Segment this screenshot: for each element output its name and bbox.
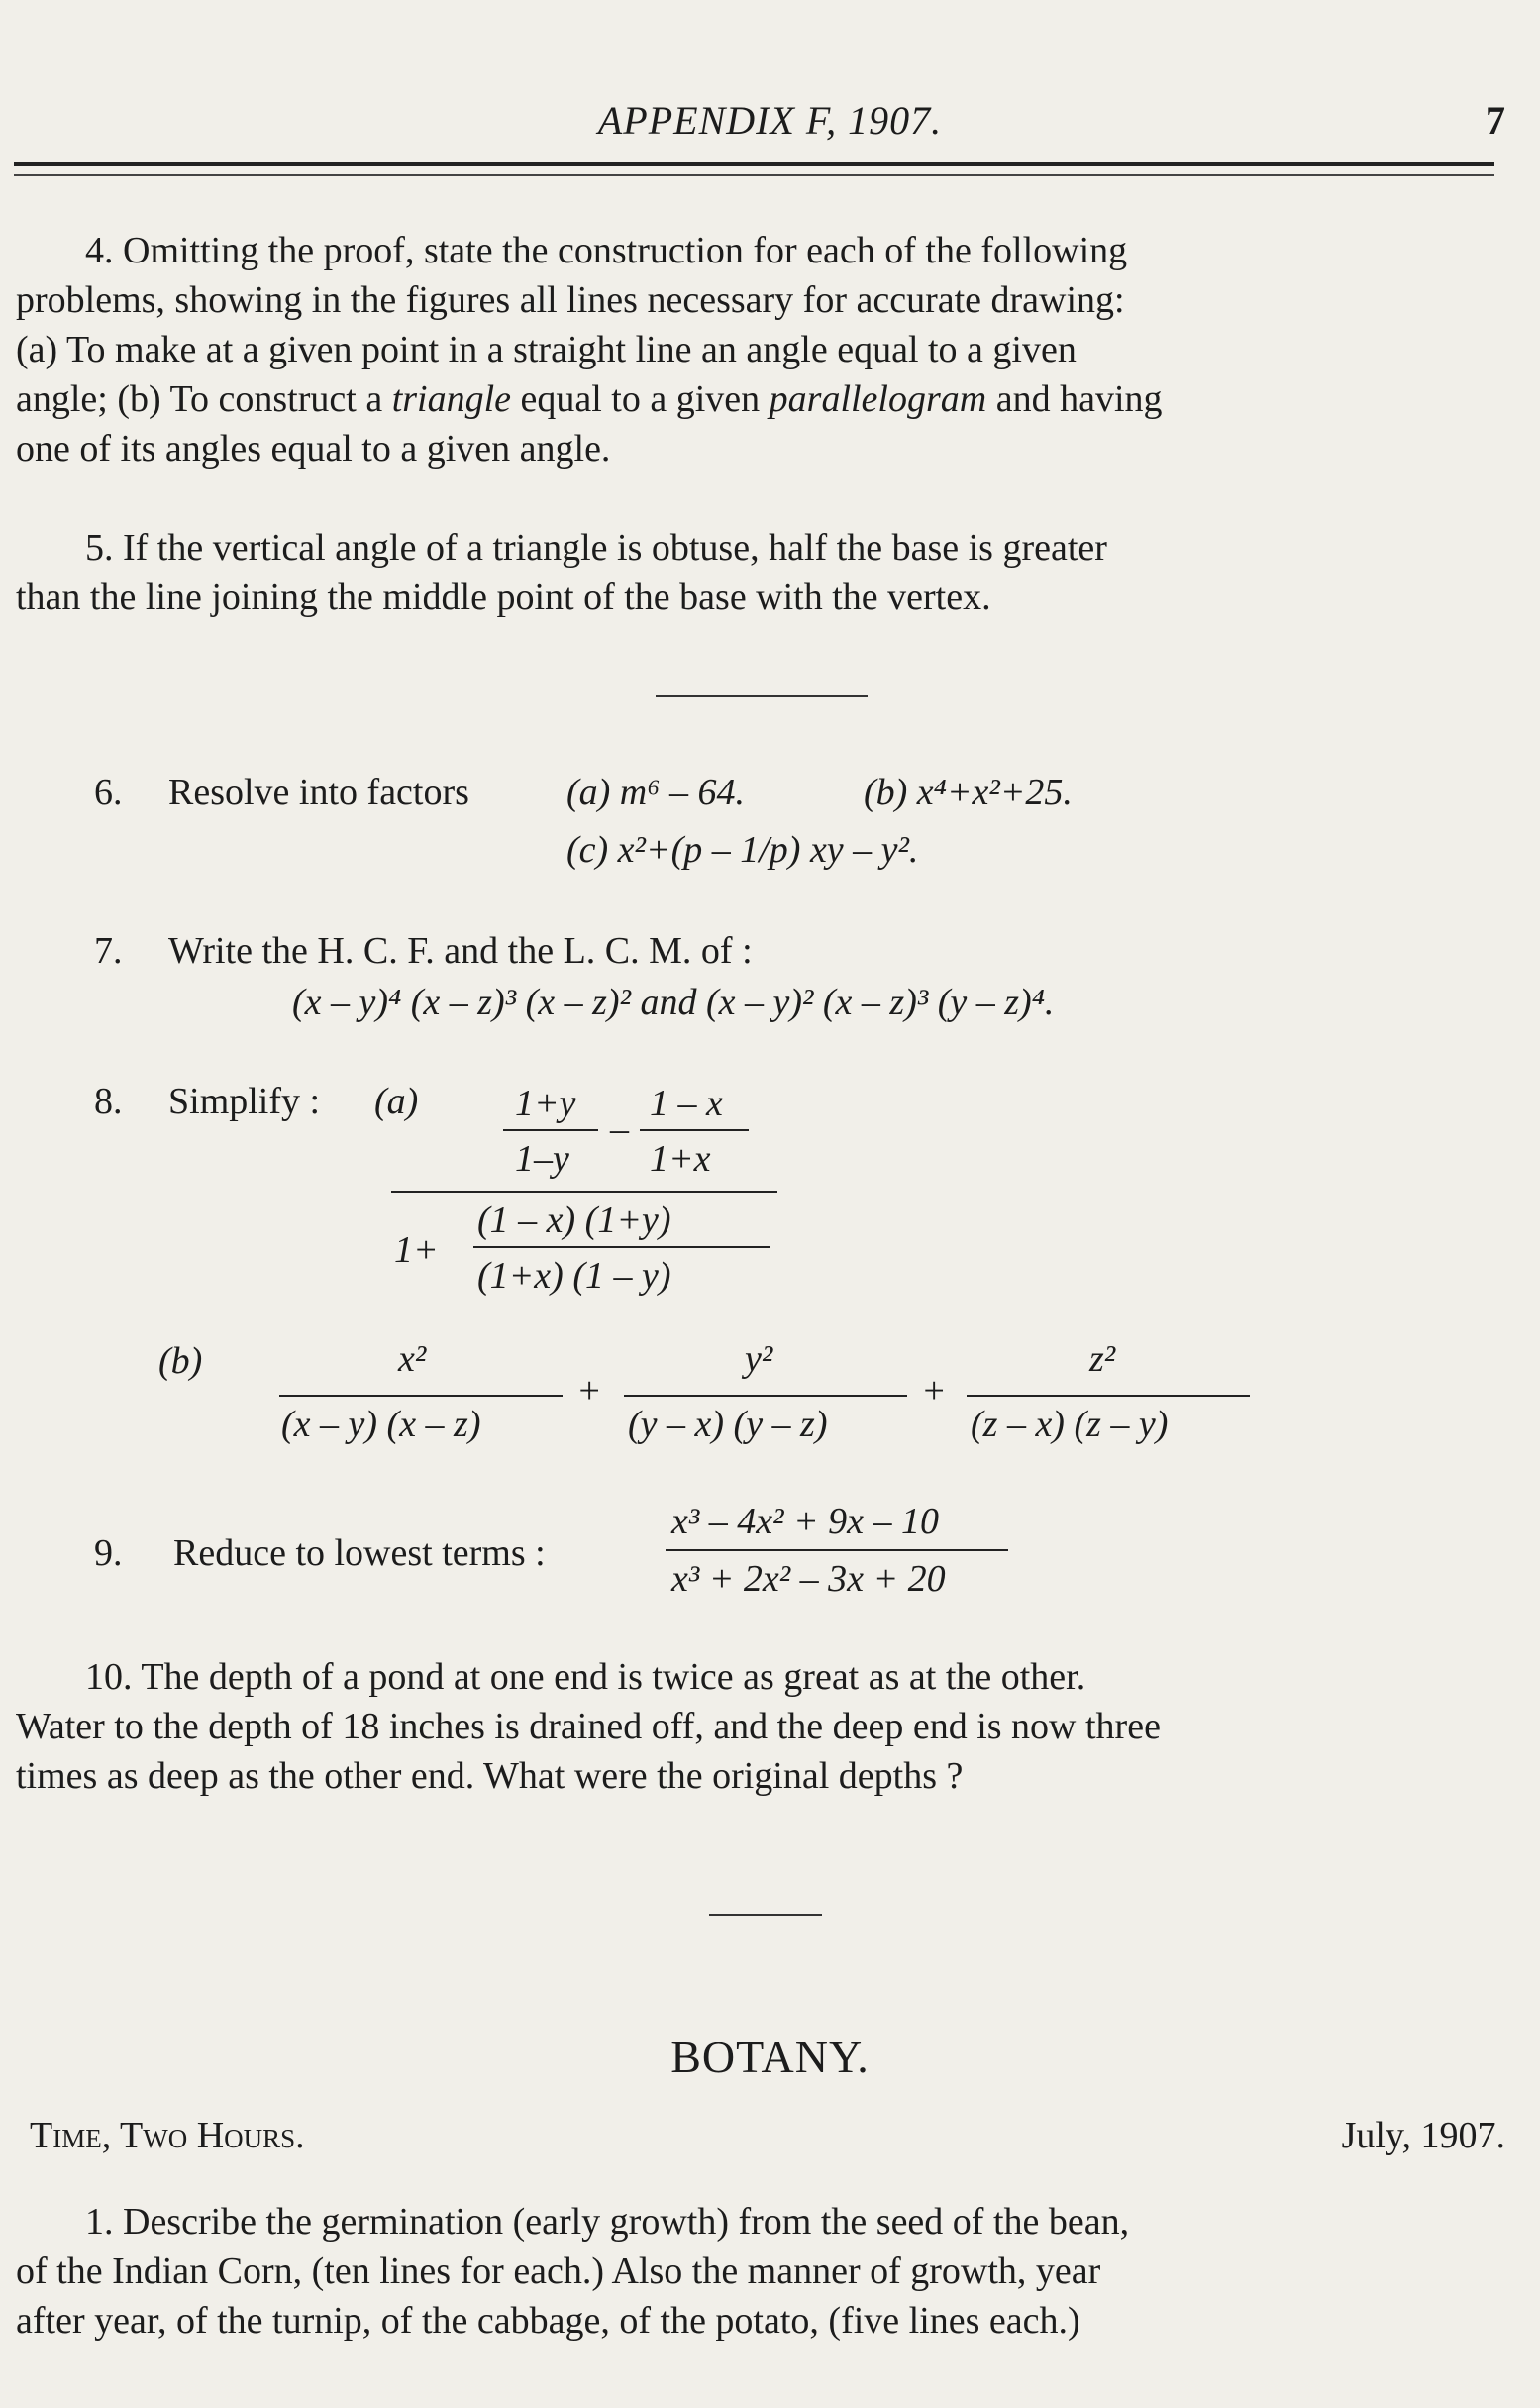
q8-a-left-fracline (503, 1129, 598, 1131)
q4-line-4 (16, 374, 1501, 424)
q8-b-term3-fracline (967, 1395, 1250, 1397)
q8-b-term2-den: (y – x) (y – z) (628, 1404, 828, 1445)
q9-number: 9. (94, 1532, 123, 1574)
q4-line-3: (a) To make at a given point in a straight line an angle equal to a given (16, 329, 1077, 370)
q10-line-1-text: The depth of a pond at one end is twice as great as at the other. (141, 1656, 1086, 1698)
q4-line-4-a: angle; (b) To construct a (16, 378, 392, 420)
q8-a-den-num: (1 – x) (1+y) (477, 1200, 671, 1241)
header-rule-thin (14, 174, 1494, 176)
q8-a-right-den: 1+x (650, 1138, 711, 1180)
page-header (0, 91, 1540, 151)
section-separator-2 (709, 1914, 822, 1916)
q8-a-den-den: (1+x) (1 – y) (477, 1255, 671, 1297)
q9-denominator: x³ + 2x² – 3x + 20 (671, 1558, 946, 1600)
q6-part-b: (b) x⁴+x²+25. (864, 772, 1073, 813)
q8-b-label: (b) (158, 1340, 203, 1382)
q8-text: Simplify : (168, 1081, 321, 1122)
q8-b-plus-2: + (921, 1370, 947, 1412)
q8-b-term3-den: (z – x) (z – y) (971, 1404, 1169, 1445)
q9-fracline (666, 1549, 1008, 1551)
q7-text: Write the H. C. F. and the L. C. M. of : (168, 930, 753, 972)
q10-line-2: Water to the depth of 18 inches is drained off, and the deep end is now three (16, 1706, 1161, 1747)
q8-b-term2-fracline (624, 1395, 907, 1397)
q5-line-2: than the line joining the middle point of the base with the vertex. (16, 576, 991, 618)
q10-line-1 (16, 1652, 1501, 1702)
q4-line-1-text: Omitting the proof, state the construction for each of the following (123, 230, 1128, 271)
q8-a-right-num: 1 – x (650, 1083, 723, 1124)
q4-line-2: problems, showing in the figures all lines necessary for accurate drawing: (16, 279, 1125, 321)
q8-a-left-den: 1–y (515, 1138, 569, 1180)
q8-b-term1-fracline (279, 1395, 563, 1397)
question-5 (16, 523, 1501, 622)
q7-number: 7. (94, 930, 123, 972)
q7-expression: (x – y)⁴ (x – z)³ (x – z)² and (x – y)² (x – z)³ (y – z)⁴. (292, 982, 1055, 1023)
q4-line-4-b: equal to a given (511, 378, 770, 420)
q6-part-c: (c) x²+(p – 1/p) xy – y². (566, 829, 919, 871)
q4-number: 4. (85, 230, 114, 271)
q8-a-den-one: 1+ (394, 1229, 439, 1271)
q4-line-4-c: and having (986, 378, 1163, 420)
q5-number: 5. (85, 527, 114, 569)
q10-number: 10. (85, 1656, 133, 1698)
q8-a-main-fracline (391, 1191, 777, 1193)
question-4 (16, 226, 1501, 473)
time-allowed: Time, Two Hours. (30, 2115, 305, 2156)
page-number: 7 (1486, 98, 1505, 143)
b1-line-2: of the Indian Corn, (ten lines for each.) Also the manner of growth, year (16, 2251, 1101, 2292)
q5-line-1 (16, 523, 1501, 573)
exam-date: July, 1907. (1341, 2115, 1505, 2156)
b1-line-3: after year, of the turnip, of the cabbage, of the potato, (five lines each.) (16, 2300, 1080, 2342)
q6-number: 6. (94, 772, 123, 813)
q8-a-left-num: 1+y (515, 1083, 576, 1124)
q4-line-1 (16, 226, 1501, 275)
running-title: APPENDIX F, 1907. (597, 98, 943, 143)
q4-line-4-italic-triangle: triangle (391, 378, 512, 420)
q8-a-den-fracline (473, 1246, 770, 1248)
q8-a-right-fracline (640, 1129, 749, 1131)
section-heading-botany: BOTANY. (670, 2032, 870, 2082)
header-rule-thick (14, 162, 1494, 166)
q8-number: 8. (94, 1081, 123, 1122)
question-10 (16, 1652, 1501, 1801)
b1-number: 1. (85, 2201, 114, 2243)
q9-numerator: x³ – 4x² + 9x – 10 (671, 1501, 940, 1542)
q8-b-term3-num: z² (1089, 1338, 1116, 1380)
q8-b-term1-num: x² (398, 1338, 427, 1380)
q6-part-a: (a) m⁶ – 64. (566, 772, 745, 813)
q8-b-term1-den: (x – y) (x – z) (281, 1404, 481, 1445)
botany-question-1 (16, 2197, 1501, 2346)
q8-b-term2-num: y² (745, 1338, 773, 1380)
q8-b-plus-1: + (576, 1370, 602, 1412)
section-separator-1 (656, 695, 868, 697)
q10-line-3: times as deep as the other end. What were the original depths ? (16, 1755, 964, 1797)
q4-line-4-italic-parallelogram: parallelogram (769, 378, 987, 420)
b1-line-1-text: Describe the germination (early growth) from the seed of the bean, (123, 2201, 1130, 2243)
q8-a-label: (a) (374, 1081, 419, 1122)
q5-line-1-text: If the vertical angle of a triangle is obtuse, half the base is greater (123, 527, 1107, 569)
q8-a-minus: – (610, 1108, 629, 1150)
q6-text: Resolve into factors (168, 772, 469, 813)
q4-line-5: one of its angles equal to a given angle. (16, 428, 611, 470)
q9-text: Reduce to lowest terms : (173, 1532, 546, 1574)
b1-line-1 (16, 2197, 1501, 2247)
